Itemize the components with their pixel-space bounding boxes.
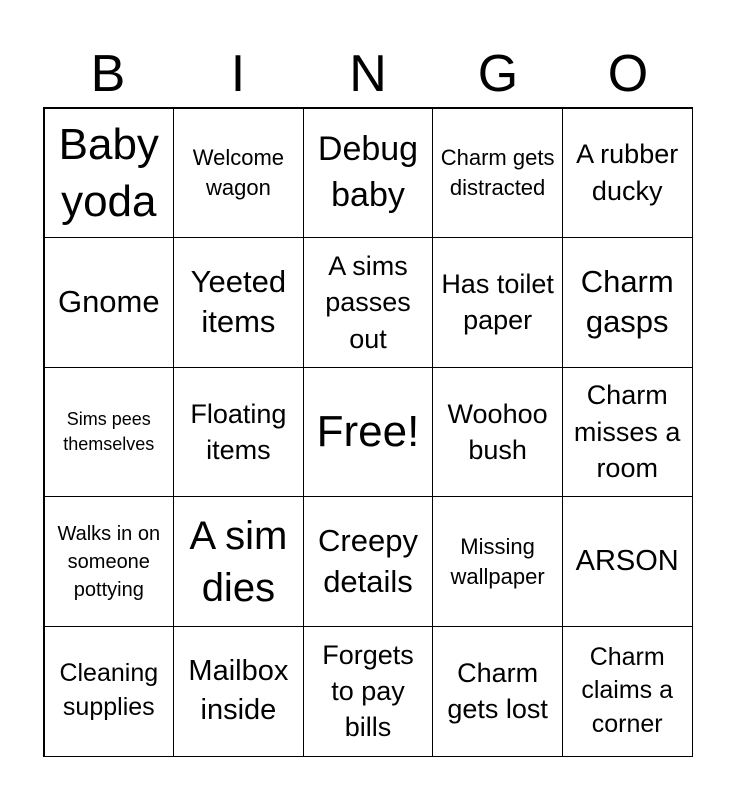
bingo-cell[interactable] [432, 108, 563, 239]
bingo-cell[interactable] [44, 108, 175, 239]
bingo-cell[interactable] [44, 496, 175, 627]
cell-text: Forgets to pay bills [322, 639, 414, 743]
bingo-cell[interactable] [173, 367, 304, 498]
cell-text: Yeeted items [190, 264, 287, 340]
free-space[interactable] [303, 367, 434, 498]
bingo-cell[interactable] [562, 367, 693, 498]
bingo-cell[interactable] [44, 237, 175, 368]
cell-text: Free! [316, 407, 420, 457]
bingo-cell[interactable] [562, 108, 693, 239]
bingo-cell[interactable] [432, 237, 563, 368]
cell-text: Has toilet paper [441, 268, 554, 336]
cell-text: Creepy details [318, 523, 418, 599]
bingo-cell[interactable] [303, 108, 434, 239]
bingo-cell[interactable] [303, 626, 434, 757]
header-letter-g: G [477, 45, 519, 103]
cell-text: Charm gets lost [447, 657, 548, 725]
bingo-cell[interactable] [173, 496, 304, 627]
cell-text: ARSON [575, 545, 679, 578]
bingo-cell[interactable] [562, 626, 693, 757]
cell-text: Woohoo bush [447, 398, 548, 465]
cell-text: Gnome [57, 284, 160, 320]
bingo-cell[interactable] [303, 496, 434, 627]
bingo-cell[interactable] [432, 626, 563, 757]
bingo-cell[interactable] [44, 626, 175, 757]
header-letter-o: O [607, 45, 649, 103]
cell-text: Cleaning supplies [59, 659, 159, 722]
cell-text: Mailbox inside [188, 655, 289, 727]
cell-text: Charm claims a corner [581, 642, 674, 739]
bingo-cell[interactable] [432, 367, 563, 498]
cell-text: A rubber ducky [576, 139, 679, 206]
bingo-cell[interactable] [562, 496, 693, 627]
bingo-cell[interactable] [432, 496, 563, 627]
cell-text: Debug baby [317, 129, 419, 214]
cell-text: Welcome wagon [192, 145, 285, 200]
bingo-header [43, 40, 693, 108]
bingo-cell[interactable] [173, 108, 304, 239]
cell-text: Floating items [190, 398, 287, 465]
cell-text: Missing wallpaper [450, 533, 545, 589]
cell-text: Walks in on someone pottying [57, 522, 161, 601]
cell-text: Baby yoda [58, 119, 159, 226]
header-letter-b: B [90, 45, 126, 103]
bingo-cell[interactable] [173, 237, 304, 368]
bingo-cell[interactable] [303, 237, 434, 368]
cell-text: A sims passes out [325, 250, 411, 354]
cell-text: Charm gets distracted [440, 145, 555, 200]
bingo-cell[interactable] [44, 367, 175, 498]
cell-text: A sim dies [189, 513, 288, 610]
header-letter-n: N [349, 45, 387, 103]
cell-text: Charm gasps [580, 264, 674, 340]
header-letter-i: I [230, 45, 246, 103]
bingo-cell[interactable] [562, 237, 693, 368]
bingo-cell[interactable] [173, 626, 304, 757]
cell-text: Charm misses a room [573, 380, 681, 484]
bingo-card [43, 107, 693, 757]
cell-text: Sims pees themselves [63, 408, 155, 454]
